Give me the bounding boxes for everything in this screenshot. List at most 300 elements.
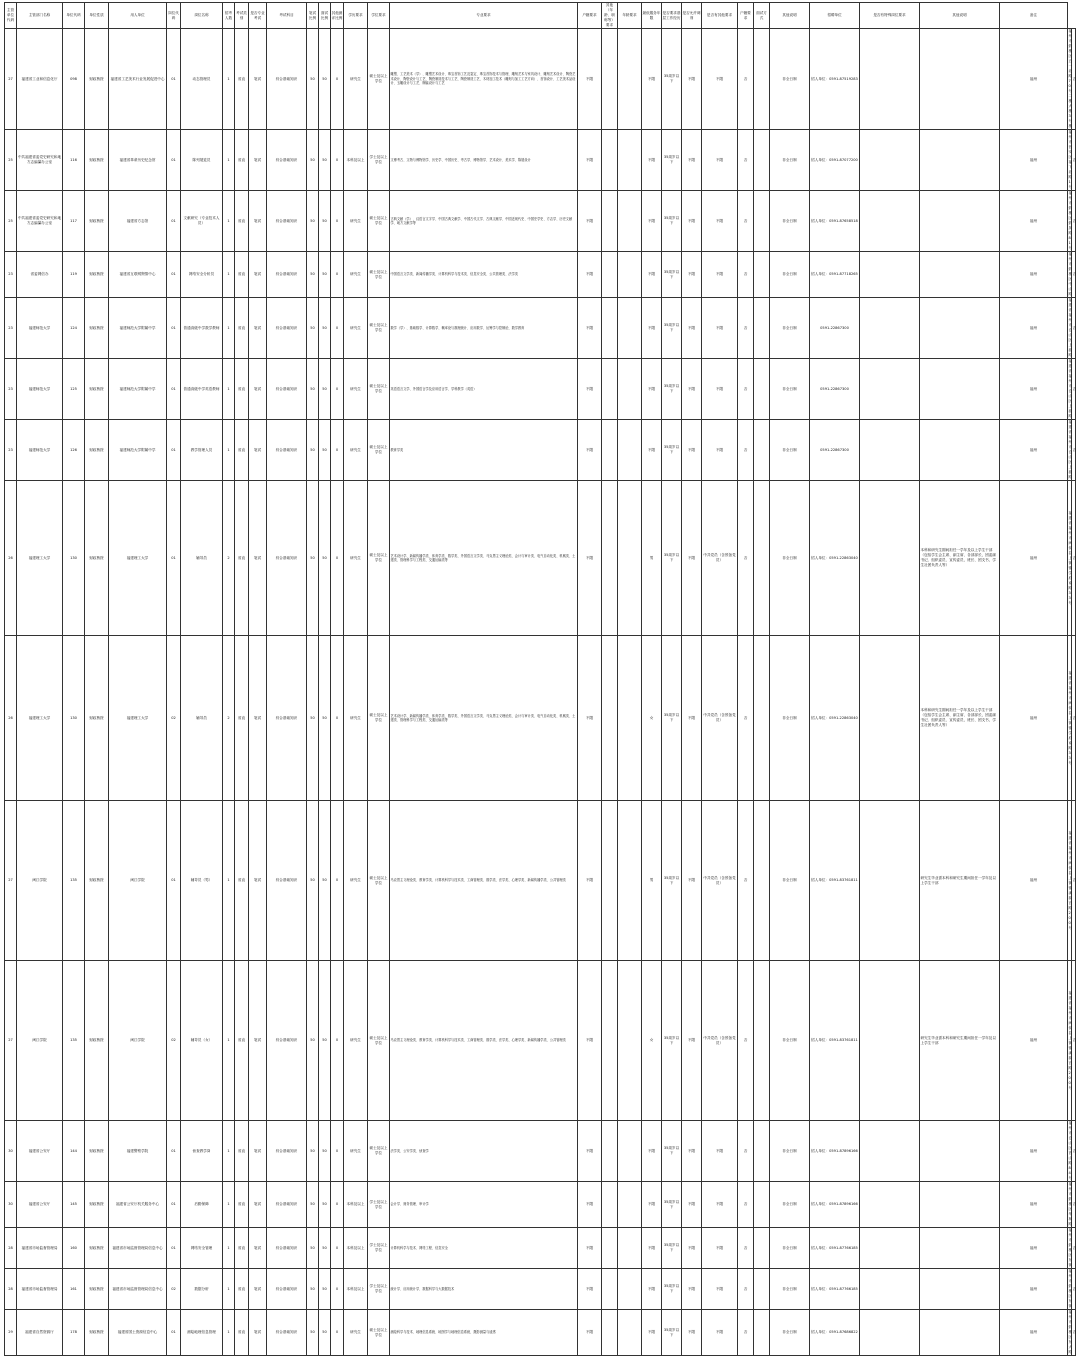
table-cell: 综合基础知识 [267, 298, 307, 359]
table-cell: 辅导员 [181, 481, 223, 636]
column-header: 面试方式 [754, 3, 770, 29]
table-cell: 不限 [682, 636, 702, 801]
table-cell: 1 [223, 29, 235, 130]
table-row [5, 359, 1076, 420]
table-cell: 非全日制 [770, 29, 810, 130]
table-cell [920, 1269, 1000, 1310]
table-cell: 福州市鼓楼区东街 [1068, 1228, 1073, 1267]
table-cell: 财政核拨 [85, 1269, 109, 1310]
table-cell: 硕士及以上学位 [368, 1310, 390, 1356]
table-cell: 不限 [682, 298, 702, 359]
table-cell: 不限 [578, 481, 602, 636]
table-cell: 省直 [235, 801, 249, 961]
table-cell: 研究生 [344, 420, 368, 481]
table-cell: 非全日制 [770, 961, 810, 1121]
table-cell: 不限 [682, 801, 702, 961]
table-cell: 男 [642, 481, 662, 636]
table-cell [618, 481, 642, 636]
table-cell: 雕塑、工艺美术（学）、雕塑艺术设计、珠宝首饰工艺及鉴定、珠宝首饰技术与管理、雕刻艺术与家具设计、雕刻艺术设计、陶瓷艺术设计、陶瓷设计与工艺、陶瓷制造技术与工艺、陶瓷制造工艺、木材加工技术（雕刻与加工工艺方向）、首饰设计、工艺美术品设计、玉雕设计与工艺、牌匾设计与工艺 [390, 29, 578, 130]
table-cell: 福州 [1000, 298, 1068, 359]
table-cell: 福建师范大学 [17, 420, 63, 481]
table-cell: 35周岁以下 [662, 359, 682, 420]
table-cell [860, 130, 920, 191]
table-cell: 不限 [578, 1228, 602, 1269]
table-cell: 研究生 [344, 1121, 368, 1182]
table-cell: 0 [331, 636, 344, 801]
table-cell: 否 [1072, 252, 1076, 298]
table-cell: 不限 [578, 29, 602, 130]
table-cell: 0 [331, 481, 344, 636]
table-cell: 否 [738, 252, 754, 298]
table-cell: 50 [319, 1310, 331, 1356]
table-cell: 福州 [1000, 481, 1068, 636]
table-cell: 116 [63, 130, 85, 191]
table-cell: 不限 [578, 1269, 602, 1310]
table-cell: 1 [223, 359, 235, 420]
table-cell: 非全日制 [770, 1310, 810, 1356]
table-cell [754, 1228, 770, 1269]
table-cell: 30 [5, 1182, 17, 1228]
column-header: 专业要求 [390, 3, 578, 29]
table-cell: 50 [307, 1228, 319, 1269]
table-cell: 不限 [578, 801, 602, 961]
table-cell: 本科及以上 [344, 1269, 368, 1310]
table-cell: 福州 [1000, 961, 1068, 1121]
table-cell: 098 [63, 29, 85, 130]
table-cell: 硕士及以上学位 [368, 1121, 390, 1182]
table-cell: 0 [331, 801, 344, 961]
table-cell: 0 [331, 359, 344, 420]
table-cell [860, 252, 920, 298]
table-cell: 笔试 [249, 29, 267, 130]
table-cell [754, 481, 770, 636]
table-cell: 福建省工业和信息化厅 [17, 29, 63, 130]
table-cell: 福州市鼓楼区东大路 [1068, 1310, 1073, 1354]
table-cell: 省直 [235, 420, 249, 481]
table-cell [860, 1228, 920, 1269]
table-cell: 福建省福州市仓山区上渡路 [1068, 359, 1073, 418]
table-cell: 50 [319, 1182, 331, 1228]
table-cell: 35周岁以下 [662, 298, 682, 359]
table-cell: 招人单位：0591-83761811 [810, 961, 860, 1121]
column-header: 笔试比例 [307, 3, 319, 29]
table-cell: 福建省革命历史纪念馆 [109, 130, 167, 191]
table-cell: 陈列展览员 [181, 130, 223, 191]
table-cell: 不限 [702, 1121, 738, 1182]
table-cell: 50 [319, 1228, 331, 1269]
table-cell: 否 [738, 961, 754, 1121]
table-cell: 50 [307, 481, 319, 636]
table-cell: 不限 [702, 1269, 738, 1310]
table-cell: 省直 [235, 29, 249, 130]
table-cell: 01 [167, 481, 181, 636]
table-cell: 省直 [235, 1121, 249, 1182]
table-cell: 50 [319, 636, 331, 801]
column-header: 学位要求 [368, 3, 390, 29]
table-cell: 不限 [682, 130, 702, 191]
table-cell: 硕士及以上学位 [368, 359, 390, 420]
table-cell: 福州 [1000, 1310, 1068, 1356]
table-cell: 硕士及以上学位 [368, 961, 390, 1121]
column-header: 招聘单位 [810, 3, 860, 29]
table-cell: 否 [738, 420, 754, 481]
table-cell: 35周岁以下 [662, 252, 682, 298]
table-cell: 50 [319, 252, 331, 298]
table-cell: 01 [167, 130, 181, 191]
table-cell: 财政核拨 [85, 1121, 109, 1182]
table-row [5, 1182, 1076, 1228]
table-cell: 不限 [682, 481, 702, 636]
table-cell: 01 [167, 801, 181, 961]
table-cell: 研究生 [344, 636, 368, 801]
table-cell: 辅导员 [181, 636, 223, 801]
table-cell [618, 636, 642, 801]
table-cell: 综合基础知识 [267, 420, 307, 481]
table-cell [602, 481, 618, 636]
table-cell: 50 [307, 29, 319, 130]
table-cell: 非全日制 [770, 420, 810, 481]
table-cell: 笔试 [249, 420, 267, 481]
table-cell [618, 1310, 642, 1356]
table-cell: 1 [223, 420, 235, 481]
column-header: 年龄要求 [618, 3, 642, 29]
table-cell: 否 [1072, 298, 1076, 359]
table-cell: 否 [738, 298, 754, 359]
table-cell: 35周岁以下 [662, 1182, 682, 1228]
table-cell: 计算机科学与技术、网络工程、信息安全 [390, 1228, 578, 1269]
table-cell: 福建省市场监督管理局 [17, 1228, 63, 1269]
table-cell: 普通高级中学英语教师 [181, 359, 223, 420]
table-cell: 综合基础知识 [267, 29, 307, 130]
table-cell: 福州 [1000, 801, 1068, 961]
table-cell: 综合基础知识 [267, 1269, 307, 1310]
table-cell: 否 [1072, 1182, 1076, 1228]
table-cell: 硕士及以上学位 [368, 191, 390, 252]
table-cell: 研究生毕业需本科和研究生期间担任一学年及以上学生干部 [920, 961, 1000, 1121]
table-cell: 福建省市场监督管理局 [17, 1269, 63, 1310]
table-cell: 英语语言文学、外国语言学及应用语言学、学科教学（英语） [390, 359, 578, 420]
table-cell: 非全日制 [770, 1228, 810, 1269]
table-cell: 50 [319, 961, 331, 1121]
table-cell: 招人单位：0591-87686822 [810, 1310, 860, 1356]
table-cell: 综合基础知识 [267, 961, 307, 1121]
table-cell: 福建省福州市仓山区上渡路 [1068, 298, 1073, 357]
table-cell: 省直 [235, 191, 249, 252]
table-cell: 福州市仓山区首山路84号 [1068, 1121, 1073, 1180]
table-cell: 研究生 [344, 1310, 368, 1356]
table-cell: 50 [319, 130, 331, 191]
table-cell [602, 1269, 618, 1310]
table-cell: 非全日制 [770, 1121, 810, 1182]
table-cell [754, 298, 770, 359]
table-cell: 非全日制 [770, 298, 810, 359]
table-cell: 1 [223, 252, 235, 298]
table-cell: 不限 [682, 1121, 702, 1182]
table-cell: 福州 [1000, 252, 1068, 298]
table-cell: 23 [5, 252, 17, 298]
table-row [5, 1269, 1076, 1310]
table-cell: 省直 [235, 359, 249, 420]
table-cell: 研究生 [344, 191, 368, 252]
table-row [5, 1228, 1076, 1269]
table-cell: 福州 [1000, 1228, 1068, 1269]
table-cell: 福建省福州市仓山区上渡路 [1068, 420, 1073, 479]
table-cell: 招人单位：0591-87896166 [810, 1121, 860, 1182]
table-cell: 辅导员（女） [181, 961, 223, 1121]
table-cell: 35周岁以下 [662, 1121, 682, 1182]
table-cell: 35周岁以下 [662, 636, 682, 801]
table-cell: 26 [5, 636, 17, 801]
table-cell: 不限 [682, 1269, 702, 1310]
table-cell [602, 1228, 618, 1269]
table-cell [754, 1310, 770, 1356]
table-cell: 艺术设计学、新闻传播学类、体育学类、数学类、外国语言文学类、马克思主义理论类、会计与审计类、电气自动化类、机械类、土建类、管理科学与工程类、交通运输类等 [390, 481, 578, 636]
table-cell: 硕士及以上学位 [368, 420, 390, 481]
table-cell: 财政核拨 [85, 252, 109, 298]
table-cell: 不限 [702, 191, 738, 252]
table-cell: 非全日制 [770, 1182, 810, 1228]
table-cell [860, 481, 920, 636]
table-cell: 测绘科学与技术、地理信息系统、地图学与地理信息系统、摄影测量与遥感 [390, 1310, 578, 1356]
table-cell [860, 801, 920, 961]
table-cell [754, 1269, 770, 1310]
table-cell: 侦查教学岗 [181, 1121, 223, 1182]
table-cell: 招人单位：0591-22863040 [810, 636, 860, 801]
table-cell [602, 636, 618, 801]
table-cell: 不限 [578, 420, 602, 481]
table-cell: 1 [223, 801, 235, 961]
table-cell: 28 [5, 1228, 17, 1269]
table-cell: 178 [63, 1310, 85, 1356]
table-cell [618, 191, 642, 252]
table-cell: 否 [1072, 481, 1076, 636]
column-header: 单位性质 [85, 3, 109, 29]
table-cell: 不限 [702, 1228, 738, 1269]
table-cell: 综合基础知识 [267, 359, 307, 420]
table-cell: 招人单位：0591-87718265 [810, 252, 860, 298]
table-cell: 本科及以上 [344, 1228, 368, 1269]
table-cell: 数学（学）、基础数学、计算数学、概率论与数理统计、应用数学、运筹学与控制论、数学教育 [390, 298, 578, 359]
table-cell [618, 1228, 642, 1269]
column-header: 招考人数 [223, 3, 235, 29]
table-cell: 0 [331, 420, 344, 481]
table-cell: 财政核拨 [85, 420, 109, 481]
table-cell: 省直 [235, 636, 249, 801]
table-cell: 福建师范大学 [17, 298, 63, 359]
table-cell: 不限 [642, 1310, 662, 1356]
table-cell: 35周岁以下 [662, 420, 682, 481]
table-cell: 笔试 [249, 191, 267, 252]
table-cell: 综合基础知识 [267, 1121, 307, 1182]
table-cell: 综合基础知识 [267, 1310, 307, 1356]
table-cell [618, 1269, 642, 1310]
table-cell: 综合基础知识 [267, 1182, 307, 1228]
table-cell [602, 1310, 618, 1356]
table-cell: 福州 [1000, 1121, 1068, 1182]
table-cell: 135 [63, 961, 85, 1121]
table-cell: 综合基础知识 [267, 481, 307, 636]
table-cell: 50 [319, 420, 331, 481]
table-cell: 本科及以上 [344, 130, 368, 191]
table-cell: 不限 [578, 1182, 602, 1228]
table-cell: 非全日制 [770, 636, 810, 801]
column-header: 最低服务年限 [642, 3, 662, 29]
table-cell [754, 359, 770, 420]
table-cell: 不限 [642, 29, 662, 130]
table-cell: 不限 [702, 130, 738, 191]
table-cell: 招人单位：0591-87766185 [810, 1269, 860, 1310]
table-cell: 马克思主义理论类、教育学类、计算机科学与技术类、工商管理类、数学类、法学类、心理学类、新闻传播学类、公共管理类 [390, 801, 578, 961]
column-header: 用人单位 [109, 3, 167, 29]
table-cell [920, 252, 1000, 298]
table-cell: 126 [63, 420, 85, 481]
table-cell [618, 298, 642, 359]
table-cell: 笔试 [249, 481, 267, 636]
table-cell: 不限 [642, 420, 662, 481]
table-cell: 财政核拨 [85, 961, 109, 1121]
table-cell: 后勤保障 [181, 1182, 223, 1228]
table-cell: 50 [307, 801, 319, 961]
table-cell: 不限 [578, 252, 602, 298]
table-cell: 福州 [1000, 359, 1068, 420]
table-cell: 0591-22867300 [810, 298, 860, 359]
table-cell: 笔试 [249, 1310, 267, 1356]
table-cell: 50 [307, 420, 319, 481]
table-cell: 福建省自然资源厅 [17, 1310, 63, 1356]
table-cell: 动态管理员 [181, 29, 223, 130]
table-cell: 否 [1072, 1228, 1076, 1269]
table-cell: 笔试 [249, 801, 267, 961]
table-cell: 145 [63, 1182, 85, 1228]
table-cell: 25 [5, 130, 17, 191]
table-cell: 否 [1072, 130, 1076, 191]
table-cell: 研究生 [344, 298, 368, 359]
column-header: 是否要求基层工作经历 [662, 3, 682, 29]
table-cell: 硕士及以上学位 [368, 801, 390, 961]
table-cell: 否 [1072, 1310, 1076, 1356]
table-cell: 不限 [578, 298, 602, 359]
table-cell: 福州市鼓楼区东街 [1068, 1269, 1073, 1308]
column-header: 户籍要求 [738, 3, 754, 29]
table-cell: 35周岁以下 [662, 130, 682, 191]
table-cell: 综合基础知识 [267, 801, 307, 961]
column-header: 其他（年龄、职称等）要求 [602, 3, 618, 29]
table-cell: 研究生 [344, 29, 368, 130]
table-cell [754, 29, 770, 130]
table-cell: 不限 [578, 191, 602, 252]
table-cell: 01 [167, 29, 181, 130]
table-cell: 否 [1072, 29, 1076, 130]
table-cell: 笔试 [249, 130, 267, 191]
table-cell: 不限 [578, 130, 602, 191]
table-cell: 省直 [235, 130, 249, 191]
table-cell: 不限 [642, 1228, 662, 1269]
table-cell: 福建省公安厅 [17, 1121, 63, 1182]
table-cell: 0 [331, 130, 344, 191]
table-cell: 50 [307, 961, 319, 1121]
table-cell: 非全日制 [770, 191, 810, 252]
table-cell: 否 [1072, 1121, 1076, 1182]
table-cell: 福建省互联网舆情中心 [109, 252, 167, 298]
column-header: 学历要求 [344, 3, 368, 29]
table-cell [860, 636, 920, 801]
table-cell: 非全日制 [770, 359, 810, 420]
table-cell: 50 [319, 298, 331, 359]
table-cell: 辅导员（男） [181, 801, 223, 961]
table-cell [860, 961, 920, 1121]
column-header: 其他说明 [770, 3, 810, 29]
table-cell: 否 [1072, 636, 1076, 801]
table-cell: 02 [167, 1269, 181, 1310]
table-cell: 23 [5, 420, 17, 481]
table-cell: 笔试 [249, 1269, 267, 1310]
table-cell: 01 [167, 1182, 181, 1228]
table-cell: 福州市鼓楼区鼓屏路81号 [1068, 191, 1073, 250]
table-cell [754, 130, 770, 191]
table-cell: 非全日制 [770, 801, 810, 961]
table-cell: 福州 [1000, 636, 1068, 801]
table-cell: 中共党员（含预备党员） [702, 481, 738, 636]
table-cell: 23 [5, 298, 17, 359]
table-cell: 教育学类 [390, 420, 578, 481]
table-cell [920, 1310, 1000, 1356]
table-cell: 不限 [642, 1121, 662, 1182]
table-cell [860, 191, 920, 252]
table-cell: 研究生 [344, 252, 368, 298]
table-cell: 01 [167, 420, 181, 481]
table-cell: 否 [1072, 961, 1076, 1121]
table-cell: 网络安全管理 [181, 1228, 223, 1269]
table-cell: 硕士及以上学位 [368, 252, 390, 298]
table-cell: 0 [331, 1121, 344, 1182]
table-cell: 福州 [1000, 1182, 1068, 1228]
table-cell: 硕士及以上学位 [368, 29, 390, 130]
table-cell [602, 29, 618, 130]
table-cell: 女 [642, 636, 662, 801]
table-cell: 否 [738, 1269, 754, 1310]
table-cell: 不限 [642, 1269, 662, 1310]
table-cell: 古典文献（学）、汉语言文字学、中国古典文献学、中国古代文学、古典文献学、中国近现代史、中国史学史、方志学、历史文献学、地方文献学等 [390, 191, 578, 252]
table-cell: 否 [738, 359, 754, 420]
table-cell: 福建省福州市闽侯县上街镇学府南路33号 [1068, 636, 1072, 801]
table-cell: 福建省公安厅 [17, 1182, 63, 1228]
table-cell: 27 [5, 801, 17, 961]
column-header: 备注 [1000, 3, 1068, 29]
table-cell: 1 [223, 298, 235, 359]
table-cell: 艺术设计学、新闻传播学类、体育学类、数学类、外国语言文学类、马克思主义理论类、会计与审计类、电气自动化类、机械类、土建类、管理科学与工程类、交通运输类等 [390, 636, 578, 801]
table-cell [920, 1121, 1000, 1182]
table-cell: 笔试 [249, 1228, 267, 1269]
table-cell: 文博考古、文物与博物馆学、历史学、中国历史、考古学、博物馆学、艺术设计、美术学、陈展设计 [390, 130, 578, 191]
table-cell: 否 [738, 481, 754, 636]
table-cell: 50 [319, 359, 331, 420]
table-cell: 招人单位：0591-87766185 [810, 1228, 860, 1269]
table-cell: 1 [223, 1228, 235, 1269]
table-cell: 财政核拨 [85, 1182, 109, 1228]
table-cell: 130 [63, 481, 85, 636]
table-cell: 福州 [1000, 191, 1068, 252]
table-cell: 01 [167, 1121, 181, 1182]
table-cell: 财政核拨 [85, 1228, 109, 1269]
table-cell: 不限 [682, 191, 702, 252]
table-cell: 不限 [642, 130, 662, 191]
table-cell: 福建省市场监督管理局信息中心 [109, 1228, 167, 1269]
table-cell: 福建理工大学 [17, 636, 63, 801]
table-cell: 笔试 [249, 1182, 267, 1228]
table-cell: 144 [63, 1121, 85, 1182]
table-cell: 财政核拨 [85, 481, 109, 636]
table-cell: 否 [738, 1228, 754, 1269]
